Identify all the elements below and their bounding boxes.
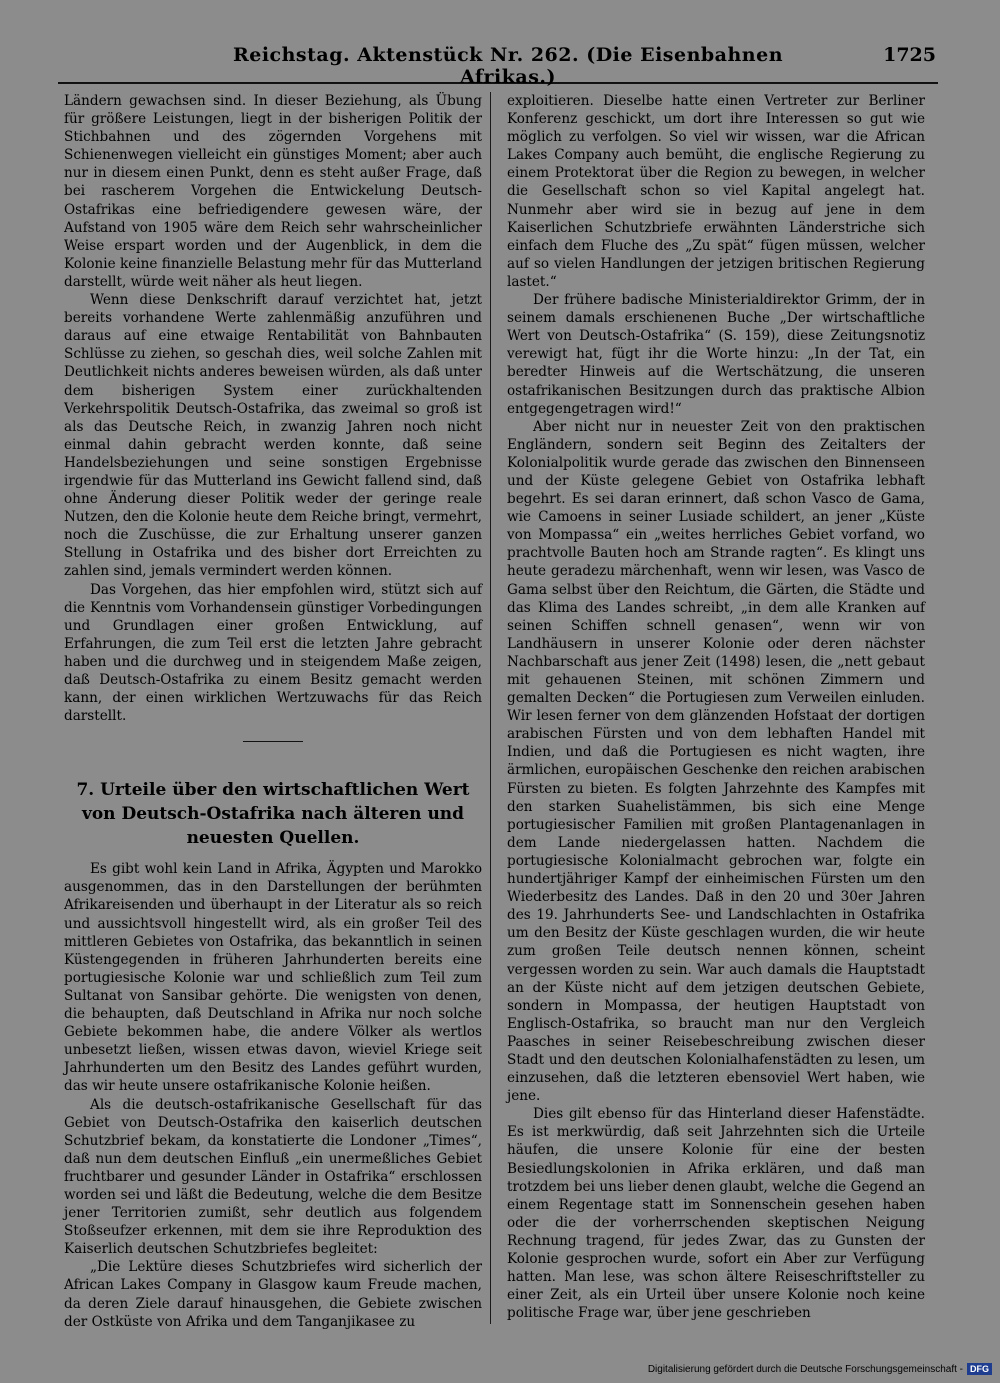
column-divider — [490, 92, 491, 1324]
right-column — [507, 92, 925, 1322]
paragraph: exploitieren. Dieselbe hatte einen Vertreter zur Berliner Konferenz geschickt, um dort ihre Interessen so gut wie möglich zu verfolgen. So viel wir wissen, war die African Lakes Company auch bemüht, die englische Regierung zu einem Protektorat über die Region zu bewegen, in welcher die Gesellschaft schon so viel Kapital angelegt hat. Nunmehr aber wird sie in bezug auf jene in dem Kaiserlichen Schutzbriefe erwähnten Länderstriche sich einfach dem Fluche des „Zu spät“ fügen müssen, welcher auf so vielen Handlungen der jetzigen britischen Regierung lastet.“ — [507, 93, 925, 290]
paragraph: Aber nicht nur in neuester Zeit von den praktischen Engländern, sondern seit Beginn des Zeitalters der Kolonialpolitik wurde gerade das zwischen den Binnenseen und der Küste gelegene Gebiet von Ostafrika lebhaft begehrt. Es sei daran erinnert, daß schon Vasco de Gama, wie Camoens in seiner Lusiade schildert, an jener „Küste von Mompassa“ ein „weites herrliches Gebiet vorfand, wo prachtvolle Bauten hoch am Strande ragten“. Es klingt uns heute geradezu märchenhaft, wenn wir lesen, was Vasco de Gama selbst über den Reichtum, die Gärten, die Städte und das Klima des Landes schreibt, „in dem alle Kranken auf seinen Schiffen schnell genasen“, wenn wir von Landhäusern in unserer Kolonie oder deren nächster Nachbarschaft aus jener Zeit (1498) lesen, die „nett gebaut mit gehauenen Steinen, mit schönen Zimmern und gemalten Decken“ die Portugiesen zum Verweilen einluden. Wir lesen ferner von dem glänzenden Hofstaat der dortigen arabischen Fürsten und von dem lebhaften Handel mit Indien, und daß die Portugiesen es nicht wagten, ihre ärmlichen, europäischen Geschenke den reichen arabischen Fürsten zu bieten. Es folgten Jahrzehnte des Kampfes mit den starken Suahelistämmen, bis sich eine Menge portugiesischer Familien mit großen Plantagenanlagen in dem Lande niedergelassen hatten. Nachdem die portugiesische Kolonialmacht gebrochen war, folgte ein hundertjähriger Kampf der einheimischen Fürsten um den Wiederbesitz des Landes. Daß in den 20 und 30er Jahren des 19. Jahrhunderts See- und Landschlachten in Ostafrika um den Besitz der Küste geschlagen wurden, die wir heute zum großen Teile deutsch nennen können, scheint vergessen worden zu sein. War auch damals die Hauptstadt an der Küste nicht auf dem jetzigen deutschen Gebiete, sondern in Mompassa, der heutigen Hauptstadt von Englisch-Ostafrika, so braucht man nur den Vergleich Paasches in seiner Reisebeschreibung zwischen dieser Stadt und den deutschen Kolonialhafenstädten zu lesen, um einzusehen, daß die letzteren ebensoviel Wert haben, wie jene. — [507, 418, 925, 1105]
page-number: 1725 — [883, 44, 936, 66]
paragraph: Ländern gewachsen sind. In dieser Beziehung, als Übung für größere Leistungen, liegt in der bisherigen Politik der Stichbahnen und des zögernden Vorgehens mit Schienenwegen vielleicht ein günstiges Moment; aber auch nur in diesem einen Punkt, denn es steht außer Frage, daß bei rascherem Vorgehen die Entwickelung Deutsch-Ostafrikas eine befriedigendere gewesen wäre, der Aufstand von 1905 wäre dem Reich sehr wahrscheinlicher Weise erspart worden und der Augenblick, in dem die Kolonie keine finanzielle Belastung mehr für das Mutterland darstellt, würde weit näher als heut liegen. — [64, 93, 482, 290]
paragraph: Als die deutsch-ostafrikanische Gesellschaft für das Gebiet von Deutsch-Ostafrika den kaiserlich deutschen Schutzbrief bekam, da konstatierte die Londoner „Times“, daß nun dem deutschen Einfluß „ein unermeßliches Gebiet fruchtbarer und gesunder Länder in Ostafrika“ erschlossen worden sei und läßt die Bedeutung, welche die dem Besitze jener Territorien zumißt, sehr deutlich aus folgendem Stoßseufzer erkennen, mit dem sie ihre Reproduktion des Kaiserlich deutschen Schutzbriefes begleitet: — [64, 1096, 482, 1258]
dfg-logo: DFG — [967, 1363, 992, 1375]
document-page — [58, 38, 938, 1330]
digitization-footer — [648, 1363, 992, 1375]
paragraph: Der frühere badische Ministerialdirektor Grimm, der in seinem damals erschienenen Buche „Der wirtschaftliche Wert von Deutsch-Ostafrika“ (S. 159), diese Zeitungsnotiz verewigt hat, fügt ihr die Worte hinzu: „In der Tat, ein beredter Hinweis auf die Wertschätzung, die unseren ostafrikanischen Besitzungen durch das praktische Albion entgegengetragen wird!“ — [507, 292, 925, 417]
footer-text: Digitalisierung gefördert durch die Deutsche Forschungsgemeinschaft - — [647, 1363, 963, 1375]
section-separator — [243, 741, 303, 742]
left-column — [64, 92, 482, 1331]
section-heading: 7. Urteile über den wirtschaftlichen Wert von Deutsch-Ostafrika nach älteren und neuesten Quellen. — [76, 780, 470, 849]
running-title: Reichstag. Aktenstück Nr. 262. (Die Eisenbahnen Afrikas.) — [232, 44, 784, 88]
paragraph: „Die Lektüre dieses Schutzbriefes wird sicherlich der African Lakes Company in Glasgow kaum Freude machen, da deren Ziele darauf hinausgehen, die Gebiete zwischen der Ostküste von Afrika und dem Tanganjikasee zu — [64, 1259, 482, 1330]
paragraph: Dies gilt ebenso für das Hinterland dieser Hafenstädte. Es ist merkwürdig, daß seit Jahrzehnten sich die Urteile häufen, die unsere Kolonie für eine der besten Besiedlungskolonien in Afrika erklären, und daß man trotzdem bei uns lieber denen glaubt, welche die Gegend an einem Regentage statt im Sonnenschein gesehen haben oder die der vorherrschenden skeptischen Neigung Rechnung tragend, für jedes Zwar, das zu Gunsten der Kolonie gesprochen wurde, sofort ein Aber zur Verfügung hatten. Man lese, was schon ältere Reiseschriftsteller zu einer Zeit, als ein Urteil über unsere Kolonie noch keine politische Frage war, über jene geschrieben — [507, 1106, 925, 1322]
paragraph: Wenn diese Denkschrift darauf verzichtet hat, jetzt bereits vorhandene Werte zahlenmäßig anzuführen und daraus auf eine etwaige Rentabilität von Bahnbauten Schlüsse zu ziehen, so geschah dies, weil solche Zahlen mit Deutlichkeit nichts anderes beweisen würden, als daß unter dem bisherigen System einer zurückhaltenden Verkehrspolitik Deutsch-Ostafrika, das zweimal so groß ist als das Deutsche Reich, in zwanzig Jahren noch nicht einmal dahin gebracht werden konnte, daß seine Handelsbeziehungen und seine sonstigen Ergebnisse irgendwie für das Mutterland ins Gewicht fallend sind, daß ohne Änderung dieser Politik weder der geringe reale Nutzen, den die Kolonie heute dem Reiche bringt, vermehrt, noch die Zuschüsse, die zur Erhaltung unserer ganzen Stellung in Ostafrika und des bisher dort Erreichten zu zahlen sind, jemals vermindert werden können. — [64, 292, 482, 580]
page-header — [58, 38, 938, 88]
paragraph: Das Vorgehen, das hier empfohlen wird, stützt sich auf die Kenntnis vom Vorhandensein günstiger Vorbedingungen und Grundlagen einer großen Entwicklung, auf Erfahrungen, die zum Teil erst die letzten Jahre gebracht haben und die durchweg und in steigendem Maße zeigen, daß Deutsch-Ostafrika zu einem Besitz gemacht werden kann, der einen wirklichen Wertzuwachs für das Reich darstellt. — [64, 581, 482, 725]
paragraph: Es gibt wohl kein Land in Afrika, Ägypten und Marokko ausgenommen, das in den Darstellungen der berühmten Afrikareisenden und überhaupt in der Literatur als so reich und aussichtsvoll hingestellt wird, als ein großer Teil des mittleren Gebietes von Ostafrika, das bekanntlich in seinen Küstengegenden in früheren Jahrhunderten bereits eine portugiesische Kolonie war und schließlich zum Teil zum Sultanat von Sansibar gehörte. Die wenigsten von denen, die behaupten, daß Deutschland in Afrika nur noch solche Gebiete bekommen habe, die andere Völker als wertlos unbesetzt ließen, wissen etwas davon, wieviel Kriege seit Jahrhunderten um den Besitz des Landes geführt wurden, das wir heute unsere ostafrikanische Kolonie heißen. — [64, 861, 482, 1095]
